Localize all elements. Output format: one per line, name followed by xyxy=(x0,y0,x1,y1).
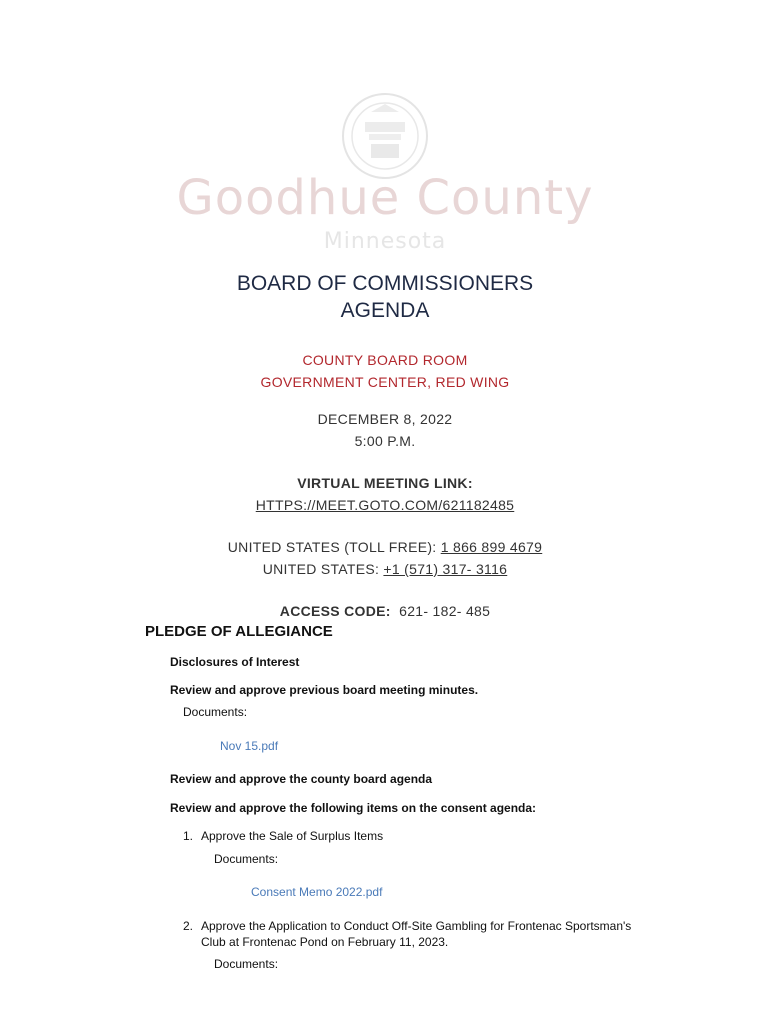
toll-free-label: UNITED STATES (TOLL FREE): xyxy=(227,539,437,555)
pledge-heading: PLEDGE OF ALLEGIANCE xyxy=(145,623,333,640)
virtual-link-label: VIRTUAL MEETING LINK: xyxy=(297,475,473,491)
consent-item-2-number: 2. xyxy=(183,919,194,933)
minutes-doc-link[interactable]: Nov 15.pdf xyxy=(220,739,279,753)
access-code-value: 621- 182- 485 xyxy=(399,603,491,619)
consent-item-1-documents-label: Documents: xyxy=(214,852,279,866)
access-code-line xyxy=(0,603,770,619)
consent-item-1-doc-link[interactable]: Consent Memo 2022.pdf xyxy=(251,885,383,899)
virtual-meeting-link[interactable]: HTTPS://MEET.GOTO.COM/621182485 xyxy=(255,497,515,513)
state-wordmark: Minnesota xyxy=(323,229,447,254)
us-phone-label: UNITED STATES: xyxy=(262,561,380,577)
toll-free-number-link[interactable]: 1 866 899 4679 xyxy=(440,539,543,555)
county-seal-logo xyxy=(341,92,429,180)
consent-item-2-documents-label: Documents: xyxy=(214,957,279,971)
us-phone-line xyxy=(0,561,770,577)
agenda-review-item: Review and approve the county board agenda xyxy=(170,772,433,786)
consent-item-2-text-line1: Approve the Application to Conduct Off-Site Gambling for Frontenac Sportsman's xyxy=(201,919,632,933)
meeting-time: 5:00 P.M. xyxy=(354,433,416,449)
consent-agenda-item: Review and approve the following items on the consent agenda: xyxy=(170,801,537,815)
location-room: COUNTY BOARD ROOM xyxy=(302,352,468,368)
consent-item-1-text: Approve the Sale of Surplus Items xyxy=(201,829,384,843)
board-title: BOARD OF COMMISSIONERS xyxy=(236,272,534,295)
consent-item-1-number: 1. xyxy=(183,829,194,843)
minutes-documents-label: Documents: xyxy=(183,705,248,719)
minutes-item: Review and approve previous board meeting minutes. xyxy=(170,683,479,697)
county-wordmark: Goodhue County xyxy=(176,170,594,226)
location-building: GOVERNMENT CENTER, RED WING xyxy=(260,374,510,390)
agenda-title: AGENDA xyxy=(340,299,430,322)
toll-free-line xyxy=(0,539,770,555)
access-code-label: ACCESS CODE: xyxy=(279,603,391,619)
consent-item-2-text-line2: Club at Frontenac Pond on February 11, 2023. xyxy=(201,935,449,949)
meeting-date: DECEMBER 8, 2022 xyxy=(317,411,453,427)
us-phone-number-link[interactable]: +1 (571) 317- 3116 xyxy=(383,561,508,577)
disclosures-item: Disclosures of Interest xyxy=(170,655,300,669)
